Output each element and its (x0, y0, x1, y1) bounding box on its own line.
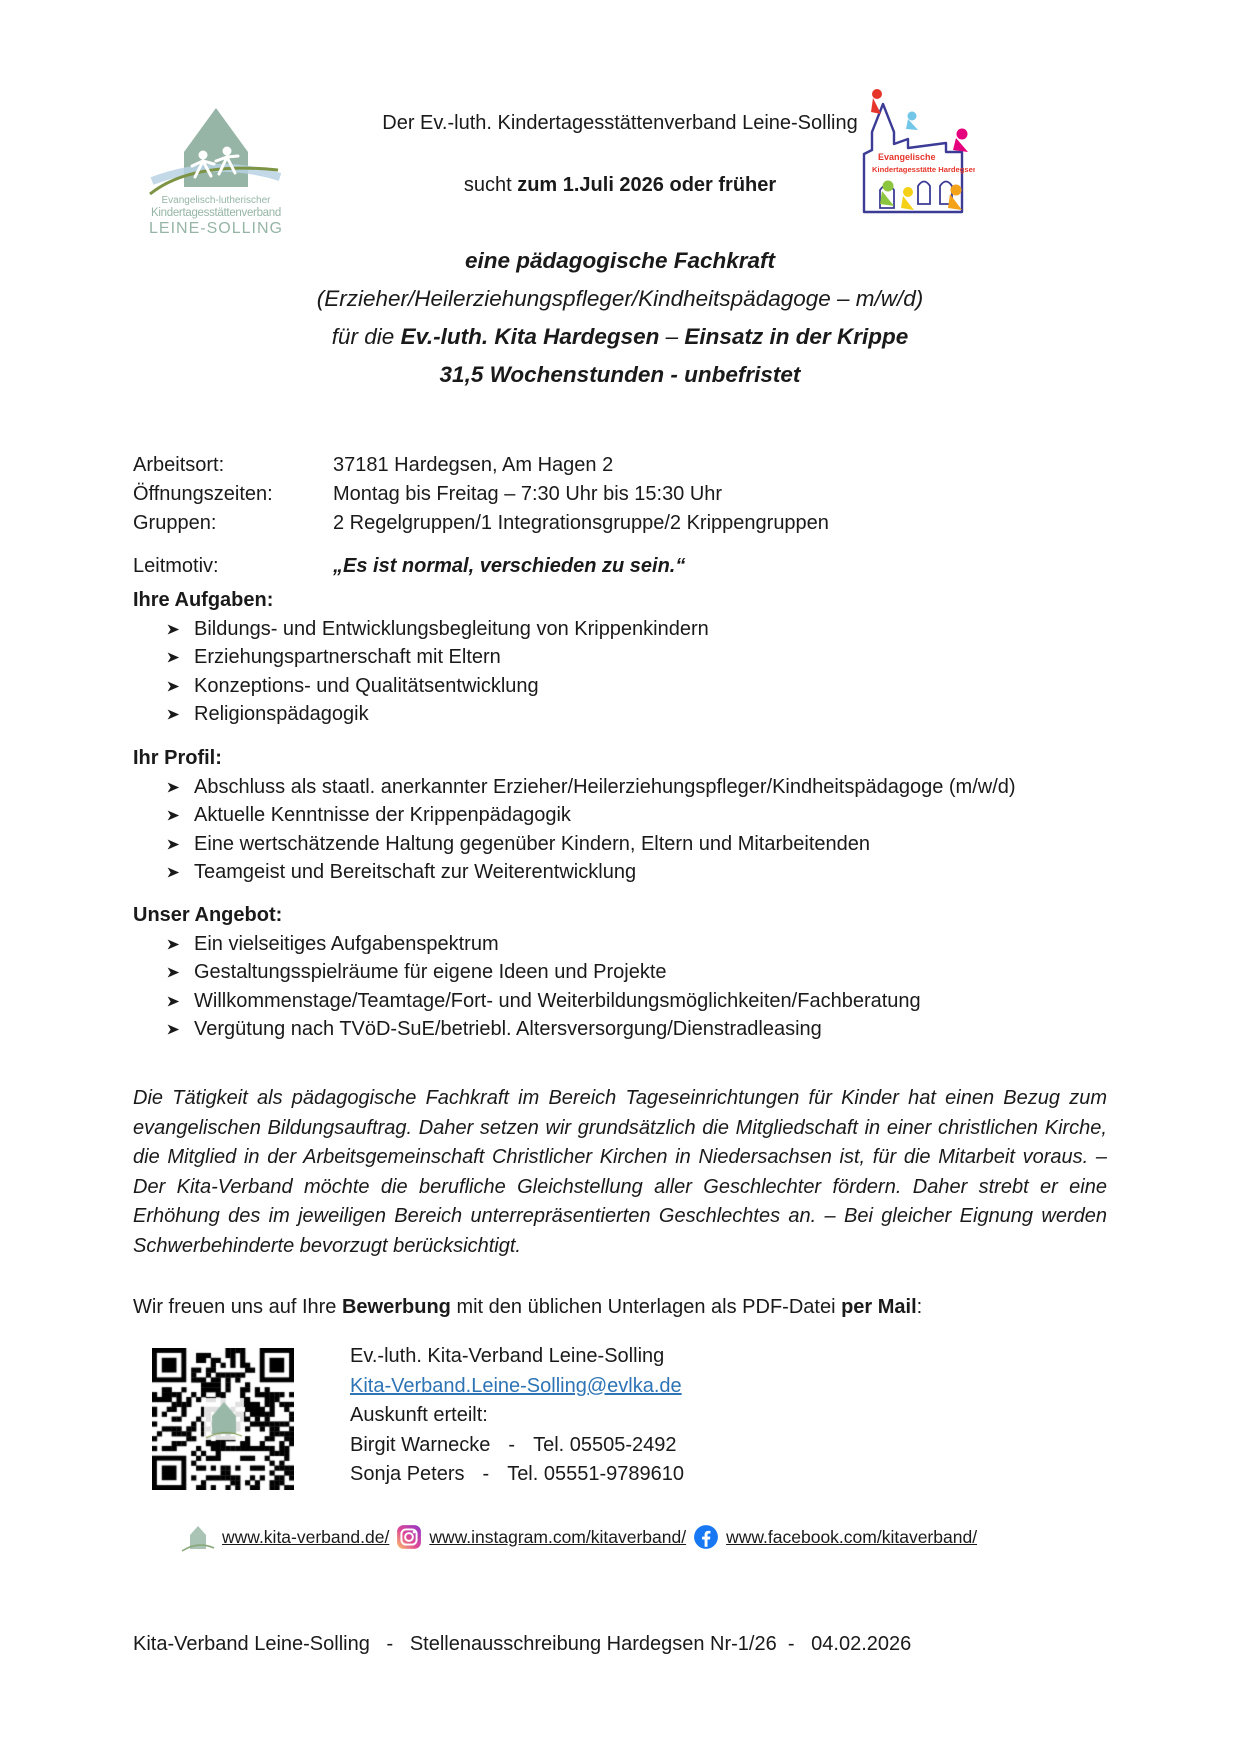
arrow-bullet-icon (166, 994, 181, 1009)
social-links-row (181, 1522, 977, 1552)
fact-value: 2 Regelgruppen/1 Integrationsgruppe/2 Krippengruppen (333, 512, 829, 534)
closing-prefix: Wir freuen uns auf Ihre (133, 1296, 342, 1318)
application-invite-line (133, 1296, 922, 1319)
list-item-text: Aktuelle Kenntnisse der Krippenpädagogik (194, 804, 571, 826)
closing-bewerbung: Bewerbung (341, 1296, 451, 1318)
arrow-bullet-icon (166, 1022, 181, 1037)
list-item-text: Religionspädagogik (194, 703, 369, 725)
list-item-text: Willkommenstage/Teamtage/Fort- und Weiterbildungsmöglichkeiten/Fachberatung (194, 989, 921, 1012)
list-item (133, 643, 1107, 672)
sucht-date: zum 1.Juli 2026 oder früher (517, 174, 777, 196)
list-item (133, 672, 1107, 701)
section-heading: Ihre Aufgaben: (133, 589, 274, 611)
closing-per-mail: per Mail (841, 1296, 917, 1318)
person-phone: Tel. 05505-2492 (533, 1433, 677, 1456)
email-link[interactable]: Kita-Verband.Leine-Solling@evlka.de (350, 1374, 682, 1397)
facebook-link[interactable]: www.facebook.com/kitaverband/ (726, 1526, 978, 1547)
closing-suffix: : (916, 1296, 923, 1318)
sucht-prefix: sucht (463, 174, 518, 196)
section-aufgaben (133, 586, 1107, 729)
list-item (133, 615, 1107, 644)
fact-label: Gruppen: (133, 512, 217, 534)
person-separator: - (508, 1433, 516, 1456)
contact-block (350, 1342, 684, 1490)
arrow-bullet-icon (166, 937, 181, 952)
arrow-bullet-icon (166, 622, 181, 637)
fact-row-gruppen (133, 509, 1107, 538)
list-item-text: Abschluss als staatl. anerkannter Erzieher/Heilerziehungspfleger/Kindheitspädagoge (m/w/d) (194, 775, 1016, 798)
list-item-text: Eine wertschätzende Haltung gegenüber Kindern, Eltern und Mitarbeitenden (194, 832, 870, 855)
list-item (133, 930, 1107, 959)
logo-left-line1: Evangelisch-lutherischer (161, 195, 271, 206)
fact-label: Arbeitsort: (133, 454, 225, 476)
logo-left-line3: LEINE-SOLLING (149, 219, 283, 237)
section-heading: Ihr Profil: (133, 747, 222, 769)
house-icon (181, 1522, 215, 1552)
list-item (133, 987, 1107, 1016)
qr-code-wrap (152, 1348, 294, 1490)
arrow-bullet-icon (166, 707, 181, 722)
arrow-bullet-icon (166, 780, 181, 795)
list-item (133, 773, 1107, 802)
logo-left-line2: Kindertagesstättenverband (151, 206, 281, 219)
job-title-line1: eine pädagogische Fachkraft (464, 248, 776, 273)
list-item-text: Teamgeist und Bereitschaft zur Weiterentwicklung (194, 861, 637, 883)
fact-value: „Es ist normal, verschieden zu sein.“ (333, 555, 686, 577)
contact-info-label: Auskunft erteilt: (350, 1404, 488, 1426)
list-item (133, 958, 1107, 987)
job-title-line4: 31,5 Wochenstunden - unbefristet (439, 362, 801, 387)
kita-hardegsen-logo (850, 86, 975, 221)
arrow-bullet-icon (166, 679, 181, 694)
title-line3-kita: Ev.-luth. Kita Hardegsen (400, 324, 660, 349)
list-item-text: Vergütung nach TVöD-SuE/betriebl. Altersversorgung/Dienstradleasing (194, 1018, 822, 1040)
list-item (133, 700, 1107, 729)
key-facts (133, 451, 1107, 581)
contact-org: Ev.-luth. Kita-Verband Leine-Solling (350, 1345, 665, 1367)
job-title-block (133, 242, 1107, 394)
fact-label: Leitmotiv: (133, 555, 219, 577)
fact-label: Öffnungszeiten: (133, 483, 273, 505)
arrow-bullet-icon (166, 808, 181, 823)
person-name: Sonja Peters (350, 1463, 465, 1485)
list-item (133, 1015, 1107, 1044)
instagram-link[interactable]: www.instagram.com/kitaverband/ (429, 1526, 687, 1547)
title-line3-prefix: für die (331, 324, 401, 349)
person-name: Birgit Warnecke (350, 1433, 491, 1456)
fact-value: Montag bis Freitag – 7:30 Uhr bis 15:30 Uhr (333, 483, 723, 505)
contact-person (350, 1431, 684, 1461)
person-phone: Tel. 05551-9789610 (507, 1463, 685, 1485)
fact-row-oeffnungszeiten (133, 480, 1107, 509)
qr-code (152, 1348, 294, 1490)
list-item-text: Ein vielseitiges Aufgabenspektrum (194, 932, 499, 955)
contact-person (350, 1460, 684, 1490)
facebook-icon (693, 1524, 719, 1550)
title-line3-dash: – (659, 324, 685, 349)
membership-paragraph: Die Tätigkeit als pädagogische Fachkraft im Bereich Tageseinrichtungen für Kinder hat einen Bezug zum evangelischen Bildungsauftrag. Daher setzen wir grundsätzlich die Mitgliedschaft in einer christlichen Kirche, die Mitglied in der Arbeitsgemeinschaft Christlicher Kirchen in Niedersachsen ist, für die Mitarbeit voraus. – Der Kita-Verband möchte die berufliche Gleichstellung aller Geschlechter fördern. Daher strebt er eine Erhöhung des im jeweiligen Bereich unterrepräsentierten Geschlechtes an. – Bei gleicher Eignung werden Schwerbehinderte bevorzugt berücksichtigt. (133, 1087, 1107, 1257)
list-item-text: Konzeptions- und Qualitätsentwicklung (194, 674, 539, 697)
job-title-line3 (133, 318, 1107, 356)
list-item-text: Gestaltungsspielräume für eigene Ideen und Projekte (194, 961, 667, 983)
fact-row-leitmotiv (133, 552, 1107, 581)
fact-row-arbeitsort (133, 451, 1107, 480)
list-item (133, 830, 1107, 859)
footer-reference-line: Kita-Verband Leine-Solling - Stellenausschreibung Hardegsen Nr-1/26 - 04.02.2026 (133, 1633, 912, 1655)
list-item-text: Erziehungspartnerschaft mit Eltern (194, 646, 501, 668)
instagram-icon (396, 1524, 422, 1550)
section-heading: Unser Angebot: (133, 904, 283, 926)
person-separator: - (482, 1463, 490, 1485)
list-item (133, 858, 1107, 887)
closing-middle: mit den üblichen Unterlagen als PDF-Datei (450, 1296, 842, 1318)
section-angebot (133, 901, 1107, 1044)
header-org-line: Der Ev.-luth. Kindertagesstättenverband Leine-Solling (382, 112, 858, 134)
list-item-text: Bildungs- und Entwicklungsbegleitung von Krippenkindern (194, 617, 709, 640)
website-link[interactable]: www.kita-verband.de/ (222, 1526, 390, 1547)
logo-right-line2: Kindertagesstätte Hardegsen (872, 165, 975, 174)
arrow-bullet-icon (166, 965, 181, 980)
arrow-bullet-icon (166, 650, 181, 665)
arrow-bullet-icon (166, 837, 181, 852)
fact-value: 37181 Hardegsen, Am Hagen 2 (333, 454, 614, 476)
title-line3-einsatz: Einsatz in der Krippe (684, 324, 909, 349)
arrow-bullet-icon (166, 865, 181, 880)
logo-right-line1: Evangelische (878, 152, 936, 162)
section-profil (133, 744, 1107, 887)
list-item (133, 801, 1107, 830)
job-title-line2: (Erzieher/Heilerziehungspfleger/Kindheitspädagoge – m/w/d) (316, 286, 924, 311)
header-start-date-line (133, 174, 1107, 197)
